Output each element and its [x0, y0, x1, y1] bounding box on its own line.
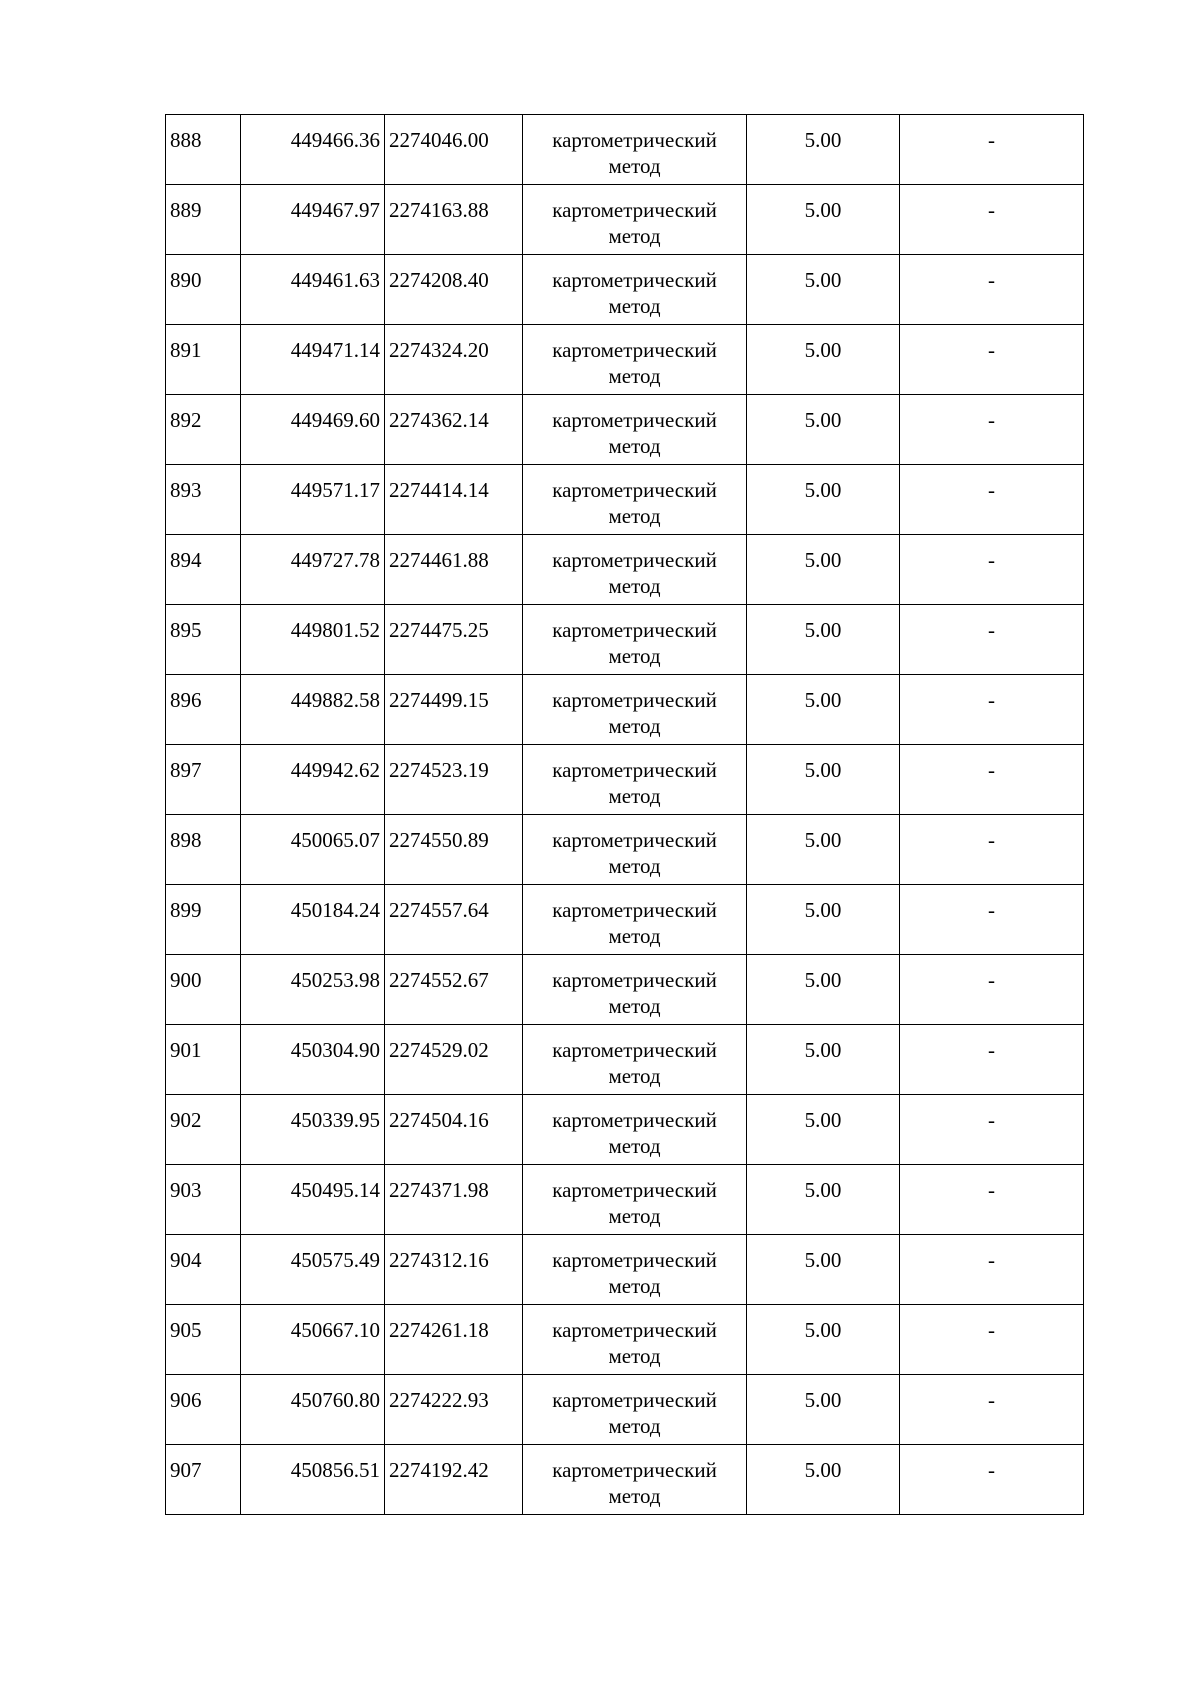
x-coordinate-cell: 450575.49 — [241, 1235, 385, 1305]
table-row — [166, 815, 1084, 885]
x-coordinate-cell: 449466.36 — [241, 115, 385, 185]
table-row — [166, 1165, 1084, 1235]
method-cell: картометрический метод — [523, 535, 747, 605]
x-coordinate-cell: 449942.62 — [241, 745, 385, 815]
accuracy-cell: 5.00 — [747, 1165, 900, 1235]
accuracy-cell: 5.00 — [747, 815, 900, 885]
y-coordinate-cell: 2274461.88 — [385, 535, 523, 605]
accuracy-cell: 5.00 — [747, 1305, 900, 1375]
x-coordinate-cell: 450253.98 — [241, 955, 385, 1025]
x-coordinate-cell: 450339.95 — [241, 1095, 385, 1165]
note-cell: - — [900, 255, 1084, 325]
method-cell: картометрический метод — [523, 255, 747, 325]
point-number-cell: 904 — [166, 1235, 241, 1305]
point-number-cell: 905 — [166, 1305, 241, 1375]
point-number-cell: 889 — [166, 185, 241, 255]
y-coordinate-cell: 2274414.14 — [385, 465, 523, 535]
table-row — [166, 885, 1084, 955]
point-number-cell: 900 — [166, 955, 241, 1025]
table-row — [166, 1305, 1084, 1375]
table-row — [166, 1095, 1084, 1165]
note-cell: - — [900, 1375, 1084, 1445]
note-cell: - — [900, 465, 1084, 535]
method-cell: картометрический метод — [523, 395, 747, 465]
note-cell: - — [900, 675, 1084, 745]
y-coordinate-cell: 2274362.14 — [385, 395, 523, 465]
point-number-cell: 895 — [166, 605, 241, 675]
point-number-cell: 902 — [166, 1095, 241, 1165]
method-cell: картометрический метод — [523, 185, 747, 255]
y-coordinate-cell: 2274222.93 — [385, 1375, 523, 1445]
table-row — [166, 605, 1084, 675]
point-number-cell: 903 — [166, 1165, 241, 1235]
note-cell: - — [900, 535, 1084, 605]
note-cell: - — [900, 1445, 1084, 1515]
table-row — [166, 325, 1084, 395]
accuracy-cell: 5.00 — [747, 675, 900, 745]
method-cell: картометрический метод — [523, 1305, 747, 1375]
point-number-cell: 898 — [166, 815, 241, 885]
table-row — [166, 395, 1084, 465]
point-number-cell: 906 — [166, 1375, 241, 1445]
y-coordinate-cell: 2274046.00 — [385, 115, 523, 185]
table-row — [166, 1235, 1084, 1305]
method-cell: картометрический метод — [523, 1235, 747, 1305]
table-row — [166, 745, 1084, 815]
table-row — [166, 675, 1084, 745]
accuracy-cell: 5.00 — [747, 1095, 900, 1165]
accuracy-cell: 5.00 — [747, 465, 900, 535]
accuracy-cell: 5.00 — [747, 395, 900, 465]
table-row — [166, 255, 1084, 325]
method-cell: картометрический метод — [523, 815, 747, 885]
x-coordinate-cell: 450856.51 — [241, 1445, 385, 1515]
table-row — [166, 1375, 1084, 1445]
table-row — [166, 185, 1084, 255]
y-coordinate-cell: 2274371.98 — [385, 1165, 523, 1235]
y-coordinate-cell: 2274523.19 — [385, 745, 523, 815]
note-cell: - — [900, 1095, 1084, 1165]
point-number-cell: 899 — [166, 885, 241, 955]
table-row — [166, 535, 1084, 605]
note-cell: - — [900, 885, 1084, 955]
y-coordinate-cell: 2274557.64 — [385, 885, 523, 955]
method-cell: картометрический метод — [523, 1165, 747, 1235]
point-number-cell: 888 — [166, 115, 241, 185]
x-coordinate-cell: 450760.80 — [241, 1375, 385, 1445]
coordinates-table-body — [166, 115, 1084, 1515]
note-cell: - — [900, 815, 1084, 885]
y-coordinate-cell: 2274475.25 — [385, 605, 523, 675]
note-cell: - — [900, 115, 1084, 185]
accuracy-cell: 5.00 — [747, 605, 900, 675]
point-number-cell: 892 — [166, 395, 241, 465]
point-number-cell: 907 — [166, 1445, 241, 1515]
note-cell: - — [900, 1305, 1084, 1375]
table-row — [166, 115, 1084, 185]
accuracy-cell: 5.00 — [747, 185, 900, 255]
y-coordinate-cell: 2274499.15 — [385, 675, 523, 745]
method-cell: картометрический метод — [523, 115, 747, 185]
method-cell: картометрический метод — [523, 1025, 747, 1095]
note-cell: - — [900, 955, 1084, 1025]
x-coordinate-cell: 449469.60 — [241, 395, 385, 465]
accuracy-cell: 5.00 — [747, 1445, 900, 1515]
accuracy-cell: 5.00 — [747, 885, 900, 955]
point-number-cell: 901 — [166, 1025, 241, 1095]
accuracy-cell: 5.00 — [747, 1025, 900, 1095]
table-row — [166, 955, 1084, 1025]
note-cell: - — [900, 1165, 1084, 1235]
x-coordinate-cell: 449461.63 — [241, 255, 385, 325]
y-coordinate-cell: 2274504.16 — [385, 1095, 523, 1165]
note-cell: - — [900, 395, 1084, 465]
x-coordinate-cell: 449471.14 — [241, 325, 385, 395]
method-cell: картометрический метод — [523, 1375, 747, 1445]
point-number-cell: 894 — [166, 535, 241, 605]
method-cell: картометрический метод — [523, 465, 747, 535]
accuracy-cell: 5.00 — [747, 255, 900, 325]
y-coordinate-cell: 2274552.67 — [385, 955, 523, 1025]
method-cell: картометрический метод — [523, 1095, 747, 1165]
method-cell: картометрический метод — [523, 885, 747, 955]
x-coordinate-cell: 450495.14 — [241, 1165, 385, 1235]
table-row — [166, 1445, 1084, 1515]
accuracy-cell: 5.00 — [747, 115, 900, 185]
x-coordinate-cell: 449571.17 — [241, 465, 385, 535]
x-coordinate-cell: 449801.52 — [241, 605, 385, 675]
accuracy-cell: 5.00 — [747, 325, 900, 395]
method-cell: картометрический метод — [523, 605, 747, 675]
method-cell: картометрический метод — [523, 955, 747, 1025]
note-cell: - — [900, 605, 1084, 675]
accuracy-cell: 5.00 — [747, 745, 900, 815]
x-coordinate-cell: 450184.24 — [241, 885, 385, 955]
coordinates-table — [165, 114, 1084, 1515]
y-coordinate-cell: 2274550.89 — [385, 815, 523, 885]
accuracy-cell: 5.00 — [747, 1235, 900, 1305]
table-row — [166, 465, 1084, 535]
table-row — [166, 1025, 1084, 1095]
method-cell: картометрический метод — [523, 675, 747, 745]
accuracy-cell: 5.00 — [747, 1375, 900, 1445]
y-coordinate-cell: 2274312.16 — [385, 1235, 523, 1305]
x-coordinate-cell: 450667.10 — [241, 1305, 385, 1375]
note-cell: - — [900, 1025, 1084, 1095]
y-coordinate-cell: 2274529.02 — [385, 1025, 523, 1095]
x-coordinate-cell: 449882.58 — [241, 675, 385, 745]
y-coordinate-cell: 2274208.40 — [385, 255, 523, 325]
note-cell: - — [900, 325, 1084, 395]
x-coordinate-cell: 450304.90 — [241, 1025, 385, 1095]
x-coordinate-cell: 449467.97 — [241, 185, 385, 255]
point-number-cell: 890 — [166, 255, 241, 325]
y-coordinate-cell: 2274324.20 — [385, 325, 523, 395]
note-cell: - — [900, 1235, 1084, 1305]
x-coordinate-cell: 449727.78 — [241, 535, 385, 605]
y-coordinate-cell: 2274163.88 — [385, 185, 523, 255]
y-coordinate-cell: 2274192.42 — [385, 1445, 523, 1515]
method-cell: картометрический метод — [523, 745, 747, 815]
y-coordinate-cell: 2274261.18 — [385, 1305, 523, 1375]
method-cell: картометрический метод — [523, 1445, 747, 1515]
point-number-cell: 893 — [166, 465, 241, 535]
point-number-cell: 896 — [166, 675, 241, 745]
method-cell: картометрический метод — [523, 325, 747, 395]
note-cell: - — [900, 745, 1084, 815]
point-number-cell: 891 — [166, 325, 241, 395]
note-cell: - — [900, 185, 1084, 255]
accuracy-cell: 5.00 — [747, 955, 900, 1025]
point-number-cell: 897 — [166, 745, 241, 815]
accuracy-cell: 5.00 — [747, 535, 900, 605]
x-coordinate-cell: 450065.07 — [241, 815, 385, 885]
